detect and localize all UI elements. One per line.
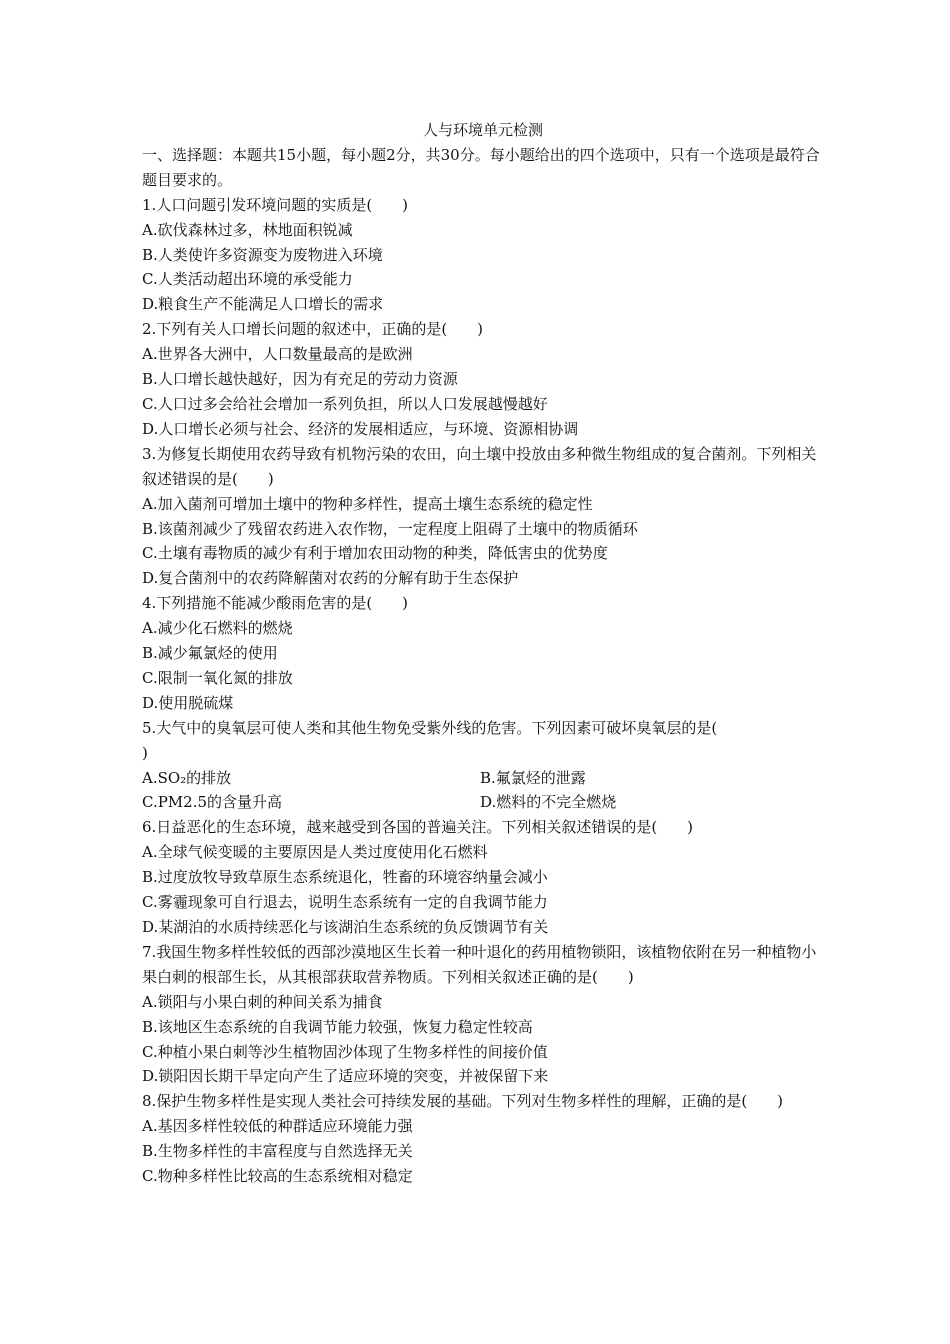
question-4: [142, 591, 824, 716]
option-a: A.SO₂的排放: [142, 768, 232, 787]
question-3: [142, 442, 824, 591]
question-2: [142, 317, 824, 442]
question-stem: 4.下列措施不能减少酸雨危害的是( ): [142, 594, 409, 613]
option-c: C.人类活动超出环境的承受能力: [142, 270, 353, 289]
option-a: A.减少化石燃料的燃烧: [142, 619, 293, 638]
option-row: [142, 766, 824, 791]
option-c: C.限制一氧化氮的排放: [142, 668, 293, 687]
question-stem: 1.人口问题引发环境问题的实质是( ): [142, 195, 409, 214]
question-stem-continued: ): [142, 743, 148, 762]
question-stem: 3.为修复长期使用农药导致有机物污染的农田，向土壤中投放由多种微生物组成的复合菌剂。下列相关叙述错误的是( ): [142, 444, 817, 488]
question-stem: 2.下列有关人口增长问题的叙述中，正确的是( ): [142, 320, 484, 339]
page-title: 人与环境单元检测: [422, 121, 543, 139]
question-5: [142, 716, 824, 816]
option-a: A.基因多样性较低的种群适应环境能力强: [142, 1117, 413, 1136]
option-c: C.人口过多会给社会增加一系列负担，所以人口发展越慢越好: [142, 394, 548, 413]
option-b: B.减少氟氯烃的使用: [142, 644, 278, 663]
option-b: B.该地区生态系统的自我调节能力较强，恢复力稳定性较高: [142, 1017, 533, 1036]
document-page: [142, 118, 824, 1189]
option-d: D.使用脱硫煤: [142, 693, 234, 712]
option-c: C.土壤有毒物质的减少有利于增加农田动物的种类，降低害虫的优势度: [142, 544, 608, 563]
question-6: [142, 815, 824, 940]
option-a: A.锁阳与小果白刺的种间关系为捕食: [142, 992, 383, 1011]
option-b: B.氟氯烃的泄露: [480, 768, 586, 787]
section-header: 一、选择题：本题共15小题，每小题2分，共30分。每小题给出的四个选项中，只有一个选项是最符合题目要求的。: [142, 145, 820, 189]
option-a: A.世界各大洲中，人口数量最高的是欧洲: [142, 345, 413, 364]
option-c: C.种植小果白刺等沙生植物固沙体现了生物多样性的间接价值: [142, 1042, 548, 1061]
option-a: A.加入菌剂可增加土壤中的物种多样性，提高土壤生态系统的稳定性: [142, 494, 593, 513]
option-b: B.人口增长越快越好，因为有充足的劳动力资源: [142, 370, 458, 389]
question-1: [142, 193, 824, 318]
option-d: D.人口增长必须与社会、经济的发展相适应，与环境、资源相协调: [142, 419, 579, 438]
option-c: C.物种多样性比较高的生态系统相对稳定: [142, 1167, 413, 1186]
option-c: C.PM2.5的含量升高: [142, 793, 283, 812]
option-d: D.复合菌剂中的农药降解菌对农药的分解有助于生态保护: [142, 569, 519, 588]
question-stem: 5.大气中的臭氧层可使人类和其他生物免受紫外线的危害。下列因素可破坏臭氧层的是(: [142, 718, 718, 737]
question-7: [142, 940, 824, 1089]
option-b: B.过度放牧导致草原生态系统退化，牲畜的环境容纳量会减小: [142, 868, 548, 887]
question-stem: 6.日益恶化的生态环境，越来越受到各国的普遍关注。下列相关叙述错误的是( ): [142, 818, 694, 837]
option-a: A.砍伐森林过多，林地面积锐减: [142, 220, 353, 239]
option-d: D.某湖泊的水质持续恶化与该湖泊生态系统的负反馈调节有关: [142, 918, 549, 936]
option-row: [142, 790, 824, 815]
option-d: D.锁阳因长期干旱定向产生了适应环境的突变，并被保留下来: [142, 1067, 549, 1086]
option-b: B.生物多样性的丰富程度与自然选择无关: [142, 1142, 413, 1161]
option-c: C.雾霾现象可自行退去，说明生态系统有一定的自我调节能力: [142, 893, 548, 912]
question-stem: 7.我国生物多样性较低的西部沙漠地区生长着一种叶退化的药用植物锁阳，该植物依附在另一种植物小果白刺的根部生长，从其根部获取营养物质。下列相关叙述正确的是( ): [142, 942, 817, 986]
option-d: D.燃料的不完全燃烧: [480, 793, 617, 812]
option-a: A.全球气候变暖的主要原因是人类过度使用化石燃料: [142, 843, 488, 862]
option-b: B.该菌剂减少了残留农药进入农作物，一定程度上阻碍了土壤中的物质循环: [142, 519, 638, 538]
option-d: D.粮食生产不能满足人口增长的需求: [142, 295, 384, 314]
question-8: [142, 1089, 824, 1189]
option-b: B.人类使许多资源变为废物进入环境: [142, 245, 383, 264]
question-stem: 8.保护生物多样性是实现人类社会可持续发展的基础。下列对生物多样性的理解，正确的是( ): [142, 1092, 784, 1111]
